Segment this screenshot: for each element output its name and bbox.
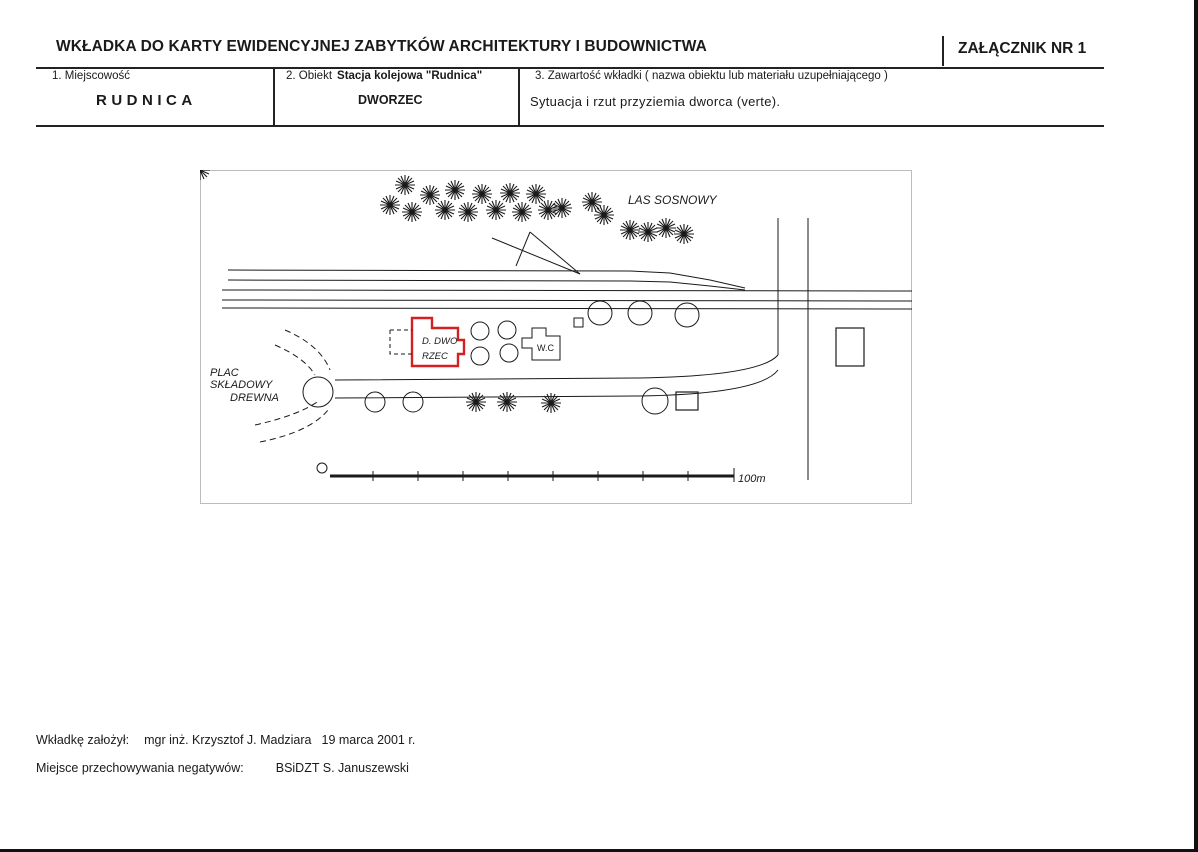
scale-origin-icon <box>317 463 327 473</box>
deciduous-tree-icon <box>403 392 423 412</box>
header-separator <box>942 36 944 66</box>
deciduous-tree-icon <box>642 388 668 414</box>
deciduous-tree-icon <box>471 322 489 340</box>
pine-tree-icon <box>402 202 422 222</box>
pine-tree-icon <box>500 183 520 203</box>
pine-tree-icon <box>200 170 210 180</box>
pine-tree-icon <box>420 185 440 205</box>
pine-tree-icon <box>458 202 478 222</box>
pine-tree-icon <box>552 198 572 218</box>
pine-tree-icon <box>541 393 561 413</box>
locality-value: RUDNICA <box>96 92 197 109</box>
deciduous-tree-icon <box>588 301 612 325</box>
pine-tree-icon <box>472 184 492 204</box>
sketch-frame <box>201 171 912 504</box>
pine-tree-icon <box>445 180 465 200</box>
pine-tree-icon <box>380 195 400 215</box>
negatives-value: BSiDZT S. Januszewski <box>275 761 409 775</box>
attachment-number: ZAŁĄCZNIK NR 1 <box>958 40 1087 57</box>
pine-tree-icon <box>497 392 517 412</box>
small-structure <box>574 318 583 327</box>
deciduous-tree-icon <box>675 303 699 327</box>
scale-bar <box>317 463 766 485</box>
negatives-line <box>36 761 409 775</box>
object-value: DWORZEC <box>358 93 423 107</box>
pine-tree-icon <box>512 202 532 222</box>
pine-tree-icon <box>656 218 676 238</box>
column-divider-2 <box>518 67 520 125</box>
deciduous-tree-icon <box>500 344 518 362</box>
pine-tree-icon <box>466 392 486 412</box>
contents-label: 3. Zawartość wkładki ( nazwa obiektu lub materiału uzupełniającego ) <box>535 70 888 82</box>
building-label-2: RZEC <box>422 351 448 362</box>
building-label-1: D. DWO <box>422 336 458 347</box>
deciduous-tree-icon <box>498 321 516 339</box>
founder-line <box>36 733 415 747</box>
forest-label: LAS SOSNOWY <box>628 193 717 207</box>
pine-tree-icon <box>674 224 694 244</box>
pine-tree-icon <box>638 222 658 242</box>
object-label: 2. Obiekt <box>286 70 333 82</box>
negatives-label: Miejsce przechowywania negatywów: <box>36 761 244 775</box>
pine-tree-icon <box>435 200 455 220</box>
station-building <box>390 318 464 366</box>
pine-tree-icon <box>620 220 640 240</box>
object-field <box>286 70 482 82</box>
object-name: Stacja kolejowa "Rudnica" <box>337 70 483 82</box>
contents-value: Sytuacja i rzut przyziemia dworca (verte). <box>530 94 781 109</box>
pine-tree-icon <box>582 192 602 212</box>
yard-label-2: SKŁADOWY <box>210 379 273 391</box>
yard-label-3: DREWNA <box>230 392 279 404</box>
pine-tree-icon <box>594 205 614 225</box>
form-title: WKŁADKA DO KARTY EWIDENCYJNEJ ZABYTKÓW ARCHITEKTURY I BUDOWNICTWA <box>56 38 707 55</box>
scale-label: 100m <box>738 473 766 485</box>
pine-tree-icon <box>395 175 415 195</box>
founder-date: 19 marca 2001 r. <box>321 733 416 747</box>
header-rule-bottom <box>36 125 1104 127</box>
page-edge-right <box>1194 0 1198 852</box>
pine-tree-icon <box>526 184 546 204</box>
founder-value: mgr inż. Krzysztof J. Madziara <box>144 733 312 747</box>
wc-label: W.C <box>537 343 554 353</box>
deciduous-tree-icon <box>628 301 652 325</box>
column-divider-1 <box>273 67 275 125</box>
pine-tree-icon <box>486 200 506 220</box>
wc-building <box>522 328 560 360</box>
header-rule-top <box>36 67 1104 69</box>
roads <box>335 218 808 480</box>
founder-label: Wkładkę założył: <box>36 733 130 747</box>
outbuilding <box>836 328 864 366</box>
locality-label: 1. Miejscowość <box>52 70 130 82</box>
site-plan-sketch <box>200 170 912 504</box>
deciduous-tree-icon <box>365 392 385 412</box>
road-trees <box>466 392 561 413</box>
deciduous-tree-icon <box>303 377 333 407</box>
deciduous-tree-icon <box>471 347 489 365</box>
yard-label-1: PLAC <box>210 367 239 379</box>
forest-trees <box>200 170 694 244</box>
pine-tree-icon <box>538 200 558 220</box>
